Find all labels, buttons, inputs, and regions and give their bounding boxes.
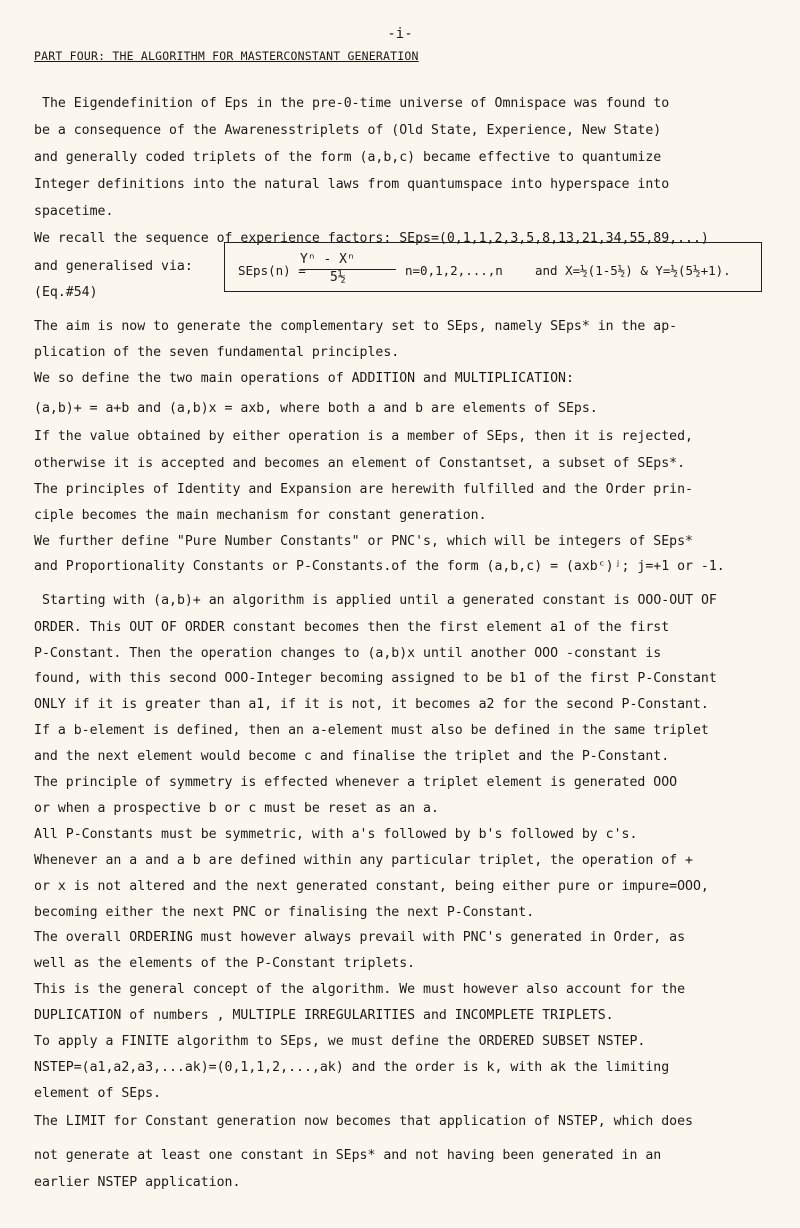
text-line: found, with this second OOO-Integer becoming assigned to be b1 of the first P-Constant <box>34 671 717 686</box>
text-line: becoming either the next PNC or finalising the next P-Constant. <box>34 905 535 920</box>
text-line: The Eigendefinition of Eps in the pre-0-time universe of Omnispace was found to <box>42 96 670 111</box>
formula-lhs: SEps(n) = <box>238 263 306 278</box>
text-line: or when a prospective b or c must be reset as an a. <box>34 801 439 816</box>
text-line: (a,b)+ = a+b and (a,b)x = axb, where both a and b are elements of SEps. <box>34 401 598 416</box>
fraction-bar <box>300 269 396 270</box>
text-line: NSTEP=(a1,a2,a3,...ak)=(0,1,1,2,...,ak) and the order is k, with ak the limiting <box>34 1060 670 1075</box>
text-line: Integer definitions into the natural laws from quantumspace into hyperspace into <box>34 177 670 192</box>
text-line: If the value obtained by either operation is a member of SEps, then it is rejected, <box>34 429 693 444</box>
text-line: and the next element would become c and finalise the triplet and the P-Constant. <box>34 749 670 764</box>
text-line: and Proportionality Constants or P-Constants.of the form (a,b,c) = (axbᶜ)ʲ; j=+1 or -1. <box>34 559 725 574</box>
text-line: If a b-element is defined, then an a-element must also be defined in the same triplet <box>34 723 709 738</box>
text-line: Starting with (a,b)+ an algorithm is applied until a generated constant is OOO-OUT OF <box>42 593 717 608</box>
text-line: We so define the two main operations of ADDITION and MULTIPLICATION: <box>34 371 574 386</box>
text-line: The principle of symmetry is effected whenever a triplet element is generated OOO <box>34 775 678 790</box>
text-line: ONLY if it is greater than a1, if it is not, it becomes a2 for the second P-Constant. <box>34 697 709 712</box>
text-line: element of SEps. <box>34 1086 162 1101</box>
text-line: We further define "Pure Number Constants" or PNC's, which will be integers of SEps* <box>34 534 693 549</box>
text-line: All P-Constants must be symmetric, with a's followed by b's followed by c's. <box>34 827 638 842</box>
text-line: ciple becomes the main mechanism for constant generation. <box>34 508 487 523</box>
text-line: This is the general concept of the algorithm. We must however also account for the <box>34 982 686 997</box>
text-line: well as the elements of the P-Constant triplets. <box>34 956 416 971</box>
text-line: The aim is now to generate the complementary set to SEps, namely SEps* in the ap- <box>34 319 678 334</box>
text-line: be a consequence of the Awarenesstriplets of (Old State, Experience, New State) <box>34 123 662 138</box>
text-line: To apply a FINITE algorithm to SEps, we must define the ORDERED SUBSET NSTEP. <box>34 1034 646 1049</box>
text-line: plication of the seven fundamental principles. <box>34 345 400 360</box>
equation-reference: (Eq.#54) <box>34 285 98 300</box>
text-line: spacetime. <box>34 204 114 219</box>
text-line: P-Constant. Then the operation changes to (a,b)x until another OOO -constant is <box>34 646 662 661</box>
text-line: The LIMIT for Constant generation now becomes that application of NSTEP, which does <box>34 1114 693 1129</box>
text-line: The overall ORDERING must however always prevail with PNC's generated in Order, as <box>34 930 686 945</box>
text-line: or x is not altered and the next generated constant, being either pure or impure=OOO, <box>34 879 709 894</box>
text-line: Whenever an a and a b are defined within any particular triplet, the operation of + <box>34 853 693 868</box>
text-line: The principles of Identity and Expansion are herewith fulfilled and the Order prin- <box>34 482 693 497</box>
text-line: not generate at least one constant in SEps* and not having been generated in an <box>34 1148 662 1163</box>
text-line: otherwise it is accepted and becomes an element of Constantset, a subset of SEps*. <box>34 456 686 471</box>
formula-intro: and generalised via: <box>34 259 193 274</box>
page-number: -i- <box>387 26 413 42</box>
text-line: and generally coded triplets of the form (a,b,c) became effective to quantumize <box>34 150 662 165</box>
text-line: ORDER. This OUT OF ORDER constant becomes then the first element a1 of the first <box>34 620 670 635</box>
text-line: earlier NSTEP application. <box>34 1175 241 1190</box>
section-title: PART FOUR: THE ALGORITHM FOR MASTERCONSTANT GENERATION <box>34 49 419 63</box>
text-line: DUPLICATION of numbers , MULTIPLE IRREGULARITIES and INCOMPLETE TRIPLETS. <box>34 1008 614 1023</box>
formula-denominator: 5½ <box>330 270 346 285</box>
formula-range: n=0,1,2,...,n <box>405 263 503 278</box>
text-line: We recall the sequence of experience factors: SEps=(0,1,1,2,3,5,8,13,21,34,55,89,...) <box>34 231 709 246</box>
formula-numerator: Yⁿ - Xⁿ <box>300 252 355 267</box>
formula-definitions: and X=½(1-5½) & Y=½(5½+1). <box>535 263 731 278</box>
